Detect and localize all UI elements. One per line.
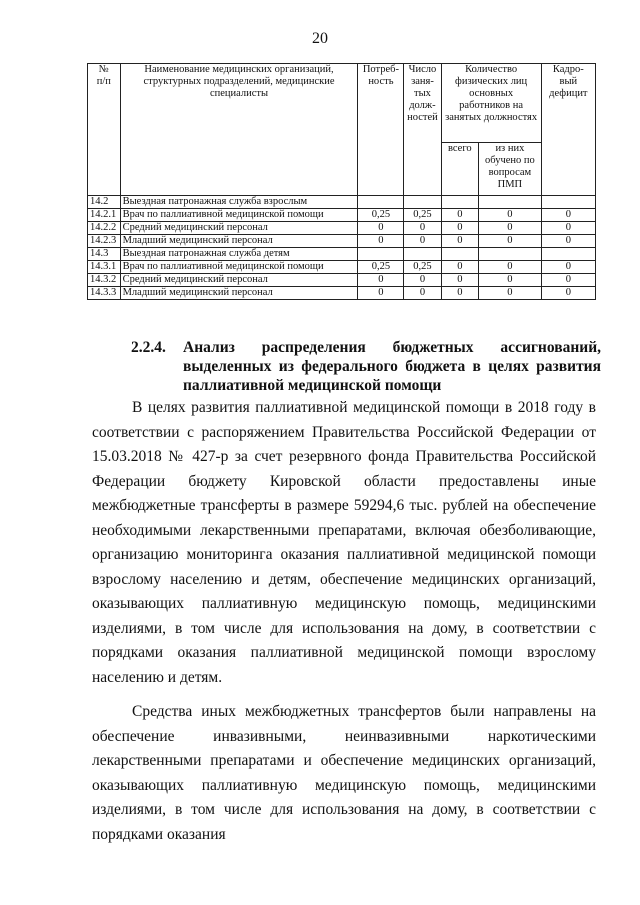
table-row <box>88 261 596 274</box>
cell-need: 0,25 <box>358 209 404 222</box>
cell-deficit: 0 <box>541 222 595 235</box>
cell-trained: 0 <box>479 287 542 300</box>
cell-deficit: 0 <box>541 235 595 248</box>
cell-positions: 0 <box>404 235 441 248</box>
cell-num: 14.3.2 <box>88 274 121 287</box>
cell-num: 14.2.2 <box>88 222 121 235</box>
cell-trained: 0 <box>479 209 542 222</box>
cell-positions: 0 <box>404 222 441 235</box>
cell-deficit: 0 <box>541 274 595 287</box>
cell-trained: 0 <box>479 274 542 287</box>
cell-total: 0 <box>441 222 479 235</box>
cell-name: Средний медицинский персонал <box>120 222 358 235</box>
section-title: Анализ распределения бюджетных ассигнований, выделенных из федерального бюджета в целях развития паллиативной медицинской помощи <box>183 339 601 394</box>
cell-num: 14.3.3 <box>88 287 121 300</box>
section-number: 2.2.4. <box>131 339 166 356</box>
cell-name: Врач по паллиативной медицинской помощи <box>120 209 358 222</box>
header-need: Потреб- ность <box>358 64 404 196</box>
cell-total <box>441 248 479 261</box>
cell-num: 14.3 <box>88 248 121 261</box>
cell-name: Средний медицинский персонал <box>120 274 358 287</box>
cell-trained <box>479 248 542 261</box>
table-row <box>88 274 596 287</box>
cell-deficit: 0 <box>541 261 595 274</box>
cell-positions: 0 <box>404 287 441 300</box>
header-trained: из них обучено по вопросам ПМП <box>479 143 542 196</box>
table-row <box>88 287 596 300</box>
cell-trained: 0 <box>479 261 542 274</box>
table-body <box>88 196 596 300</box>
cell-name: Выездная патронажная служба детям <box>120 248 358 261</box>
cell-deficit: 0 <box>541 287 595 300</box>
header-count: Количество физических лиц основных работников на занятых должностях <box>441 64 541 143</box>
table-row <box>88 196 596 209</box>
paragraph: В целях развития паллиативной медицинской помощи в 2018 году в соответствии с распоряжением Правительства Российской Федерации от 15.03.2018 № 427-р за счет резервного фонда Правительства Российской Федерации бюджету Кировской области предоставлены иные межбюджетные трансферты в размере 59294,6 тыс. рублей на обеспечение необходимыми лекарственными препаратами, включая обезболивающие, организацию мониторинга оказания паллиативной медицинской помощи взрослому населению и детям, обеспечение медицинских организаций, оказывающих паллиативную медицинскую помощь, медицинскими изделиями, в том числе для использования на дому, в соответствии с порядками оказания паллиативной медицинской помощи взрослому населению и детям. <box>92 399 596 686</box>
cell-positions <box>404 196 441 209</box>
cell-positions: 0,25 <box>404 261 441 274</box>
body-text <box>92 396 596 843</box>
staffing-table <box>87 63 596 300</box>
cell-trained <box>479 196 542 209</box>
cell-deficit <box>541 196 595 209</box>
header-deficit: Кадро- вый дефицит <box>541 64 595 196</box>
cell-need: 0,25 <box>358 261 404 274</box>
cell-total <box>441 196 479 209</box>
table-row <box>88 209 596 222</box>
cell-need: 0 <box>358 287 404 300</box>
table-row <box>88 222 596 235</box>
cell-need <box>358 248 404 261</box>
table-row <box>88 248 596 261</box>
table-row <box>88 235 596 248</box>
cell-deficit <box>541 248 595 261</box>
cell-need: 0 <box>358 222 404 235</box>
cell-total: 0 <box>441 274 479 287</box>
cell-num: 14.3.1 <box>88 261 121 274</box>
header-positions: Число заня- тых долж- ностей <box>404 64 441 196</box>
header-name: Наименование медицинских организаций, структурных подразделений, медицинские специалисты <box>120 64 358 196</box>
cell-need: 0 <box>358 274 404 287</box>
cell-positions <box>404 248 441 261</box>
page-number: 20 <box>312 30 328 47</box>
cell-name: Младший медицинский персонал <box>120 235 358 248</box>
cell-total: 0 <box>441 261 479 274</box>
header-total: всего <box>441 143 479 196</box>
cell-trained: 0 <box>479 222 542 235</box>
cell-name: Врач по паллиативной медицинской помощи <box>120 261 358 274</box>
table-header-row <box>88 64 596 143</box>
cell-total: 0 <box>441 235 479 248</box>
cell-num: 14.2.1 <box>88 209 121 222</box>
cell-name: Выездная патронажная служба взрослым <box>120 196 358 209</box>
cell-need: 0 <box>358 235 404 248</box>
cell-name: Младший медицинский персонал <box>120 287 358 300</box>
cell-total: 0 <box>441 209 479 222</box>
cell-positions: 0,25 <box>404 209 441 222</box>
cell-trained: 0 <box>479 235 542 248</box>
cell-num: 14.2.3 <box>88 235 121 248</box>
header-num: № п/п <box>88 64 121 196</box>
cell-need <box>358 196 404 209</box>
cell-positions: 0 <box>404 274 441 287</box>
cell-num: 14.2 <box>88 196 121 209</box>
cell-deficit: 0 <box>541 209 595 222</box>
cell-total: 0 <box>441 287 479 300</box>
paragraph: Средства иных межбюджетных трансфертов были направлены на обеспечение инвазивными, неинвазивными наркотическими лекарственными препаратами и обеспечение медицинских организаций, оказывающих паллиативную медицинскую помощь, медицинскими изделиями, в том числе для использования на дому, в соответствии с порядками оказания <box>92 703 596 843</box>
section-heading <box>131 338 601 395</box>
